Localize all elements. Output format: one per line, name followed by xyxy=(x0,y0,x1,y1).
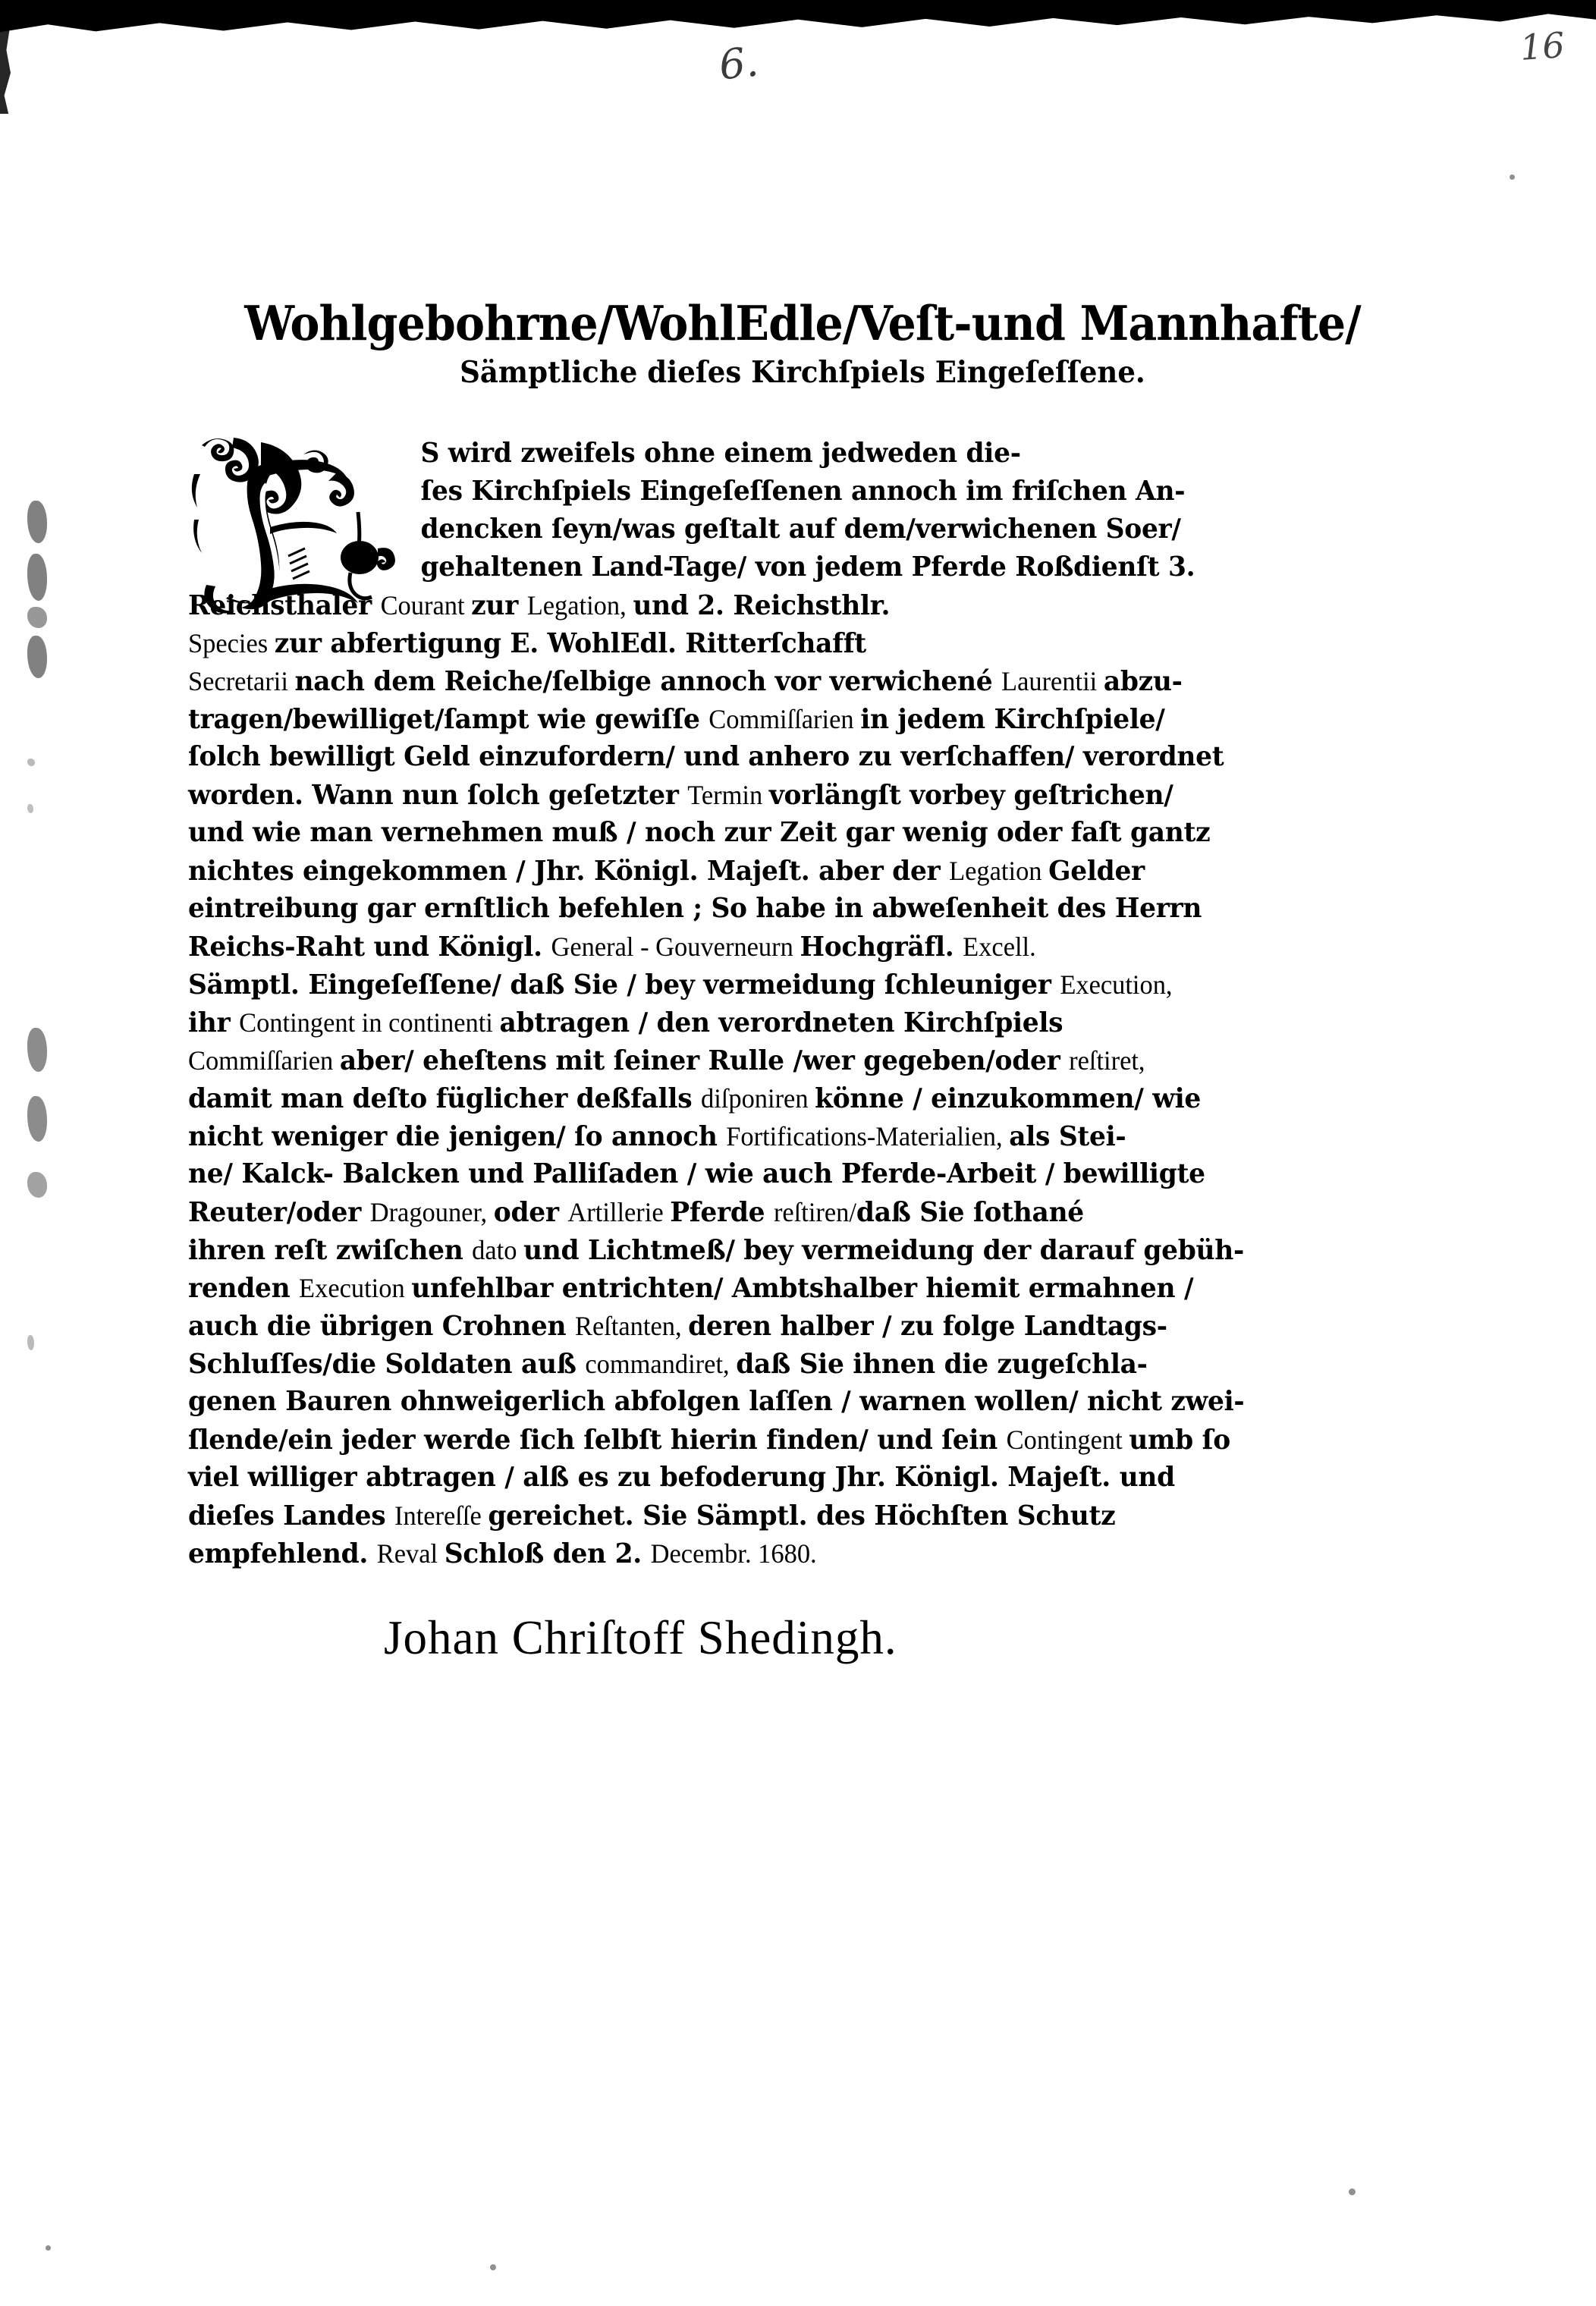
antiqua-run: Contingent in continenti xyxy=(239,1007,500,1038)
body-line xyxy=(188,1497,1380,1535)
scan-edge-top xyxy=(0,0,1596,35)
margin-bleedthrough-mark xyxy=(27,554,47,601)
body-line xyxy=(188,852,1380,890)
fraktur-run: daß Sie ſothané xyxy=(856,1197,1084,1228)
fraktur-run: ſlende/ein jeder werde ſich ſelbſt hierin finden/ und ſein xyxy=(188,1425,1007,1456)
body-line xyxy=(188,435,1380,473)
fraktur-run: vorlängſt vorbey geſtrichen/ xyxy=(768,780,1173,811)
body-line xyxy=(188,814,1380,852)
margin-bleedthrough-mark xyxy=(27,636,47,678)
body-text xyxy=(188,435,1417,1572)
antiqua-run: Laurentii xyxy=(1001,666,1104,696)
body-line xyxy=(188,662,1380,700)
body-line xyxy=(188,473,1380,511)
body-line xyxy=(188,1269,1380,1307)
body-line xyxy=(188,1193,1380,1231)
fraktur-run: Pferde xyxy=(670,1197,774,1228)
fraktur-run: gehaltenen Land-Tage/ von jedem Pferde Roßdienſt 3. xyxy=(420,551,1195,583)
antiqua-run: Intereſſe xyxy=(394,1500,489,1531)
body-line xyxy=(188,928,1380,966)
body-line xyxy=(188,966,1380,1004)
body-line xyxy=(188,1155,1380,1193)
fraktur-run: und wie man vernehmen muß / noch zur Zeit gar wenig oder faſt gantz xyxy=(188,817,1211,848)
body-line xyxy=(188,1421,1380,1459)
margin-bleedthrough-mark xyxy=(27,607,47,628)
fraktur-run: ihr xyxy=(188,1007,240,1038)
body-line xyxy=(188,1231,1380,1269)
antiqua-run: Courant xyxy=(380,590,472,620)
antiqua-run: Execution, xyxy=(1060,969,1173,1000)
antiqua-run: Decembr. 1680. xyxy=(650,1538,817,1569)
scan-edge-left xyxy=(0,23,11,114)
antiqua-run: Legation, xyxy=(526,590,633,620)
antiqua-run: reſtiret, xyxy=(1069,1045,1145,1076)
fraktur-run: Sämptl. Eingeſeſſene/ daß Sie / bey vermeidung ſchleuniger xyxy=(188,969,1060,1001)
antiqua-run: Legation xyxy=(949,856,1049,886)
fraktur-run: unfehlbar entrichten/ Ambtshalber hiemit ermahnen / xyxy=(411,1273,1194,1304)
antiqua-run: diſponiren xyxy=(700,1083,815,1114)
fraktur-run: abtragen / den verordneten Kirchſpiels xyxy=(499,1007,1063,1038)
paper-speck xyxy=(1349,2188,1356,2195)
antiqua-run: Commiſſarien xyxy=(708,704,861,734)
fraktur-run: könne / einzukommen/ wie xyxy=(815,1083,1201,1114)
fraktur-run: nicht weniger die jenigen/ ſo annoch xyxy=(188,1121,727,1152)
antiqua-run: Excell. xyxy=(963,932,1036,962)
paper-speck xyxy=(490,2264,496,2270)
printed-text-block xyxy=(188,295,1417,1666)
handwritten-folio-number-center: 6. xyxy=(716,37,761,90)
fraktur-run: und Lichtmeß/ bey vermeidung der darauf gebüh- xyxy=(523,1235,1245,1266)
body-line xyxy=(188,1383,1380,1421)
margin-bleedthrough-mark xyxy=(27,804,33,813)
fraktur-run: gereichet. Sie Sämptl. des Höchſten Schutz xyxy=(488,1500,1116,1532)
body-line xyxy=(188,700,1380,738)
fraktur-run: ihren reſt zwiſchen xyxy=(188,1235,473,1266)
fraktur-run: ſes Kirchſpiels Eingeſeſſenen annoch im friſchen An- xyxy=(420,476,1186,507)
body-line xyxy=(188,776,1380,814)
antiqua-run: Reſtanten, xyxy=(574,1311,689,1341)
fraktur-run: damit man deſto füglicher deßfalls xyxy=(188,1083,701,1114)
fraktur-run: genen Bauren ohnweigerlich abfolgen laſſen / warnen wollen/ nicht zwei- xyxy=(188,1386,1245,1417)
fraktur-run: renden xyxy=(188,1273,300,1304)
body-line xyxy=(188,1004,1380,1041)
fraktur-run: aber/ eheſtens mit ſeiner Rulle /wer gegeben/oder xyxy=(339,1045,1070,1076)
antiqua-run: Reval xyxy=(376,1538,445,1569)
antiqua-run: commandiret, xyxy=(585,1349,737,1379)
fraktur-run: worden. Wann nun ſolch geſetzter xyxy=(188,780,688,811)
body-line xyxy=(188,586,1380,624)
signature-name: Johan Chriſtoff Shedingh. xyxy=(384,1611,897,1664)
headline-line-2: Sämptliche dieſes Kirchſpiels Eingeſeſſene. xyxy=(460,355,1145,390)
antiqua-run: Execution xyxy=(299,1273,412,1303)
body-line xyxy=(188,1307,1380,1345)
body-line xyxy=(188,1079,1380,1117)
fraktur-run: daß Sie ihnen die zugeſchla- xyxy=(736,1349,1148,1380)
fraktur-run: empfehlend. xyxy=(188,1538,377,1569)
headline-line-1: Wohlgebohrne/WohlEdle/Veſt-und Mannhafte/ xyxy=(244,295,1361,351)
fraktur-run: viel williger abtragen / alß es zu befoderung Jhr. Königl. Majeſt. und xyxy=(188,1462,1175,1493)
fraktur-run: abzu- xyxy=(1103,666,1183,697)
handwritten-folio-number-right: 16 xyxy=(1519,24,1566,68)
fraktur-run: auch die übrigen Crohnen xyxy=(188,1311,575,1342)
fraktur-run: eintreibung gar ernſtlich befehlen ; So habe in abweſenheit des Herrn xyxy=(188,893,1202,924)
margin-bleedthrough-mark xyxy=(27,1096,47,1142)
fraktur-run: oder xyxy=(493,1197,568,1228)
fraktur-run: dieſes Landes xyxy=(188,1500,395,1532)
paper-speck xyxy=(1510,174,1515,180)
antiqua-run: Commiſſarien xyxy=(188,1045,340,1076)
fraktur-run: Reichs-Raht und Königl. xyxy=(188,932,551,963)
margin-bleedthrough-mark xyxy=(27,501,47,543)
margin-bleedthrough-mark xyxy=(27,1172,47,1198)
body-line xyxy=(188,890,1380,928)
margin-bleedthrough-mark xyxy=(27,1335,34,1350)
fraktur-run: deren halber / zu folge Landtags- xyxy=(688,1311,1167,1342)
fraktur-run: ne/ Kalck- Balcken und Palliſaden / wie auch Pferde-Arbeit / bewilligte xyxy=(188,1158,1205,1189)
fraktur-run: dencken ſeyn/was geſtalt auf dem/verwichenen Soer/ xyxy=(420,514,1181,545)
body-line xyxy=(188,624,1380,662)
fraktur-run: zur abfertigung E. WohlEdl. Ritterſchafft xyxy=(274,628,866,659)
body-line xyxy=(188,1345,1380,1383)
margin-bleedthrough-mark xyxy=(27,759,35,766)
antiqua-run: Dragouner, xyxy=(369,1197,494,1227)
body-line xyxy=(188,548,1380,586)
body-line xyxy=(188,1041,1380,1079)
antiqua-run: General - Gouverneurn xyxy=(551,932,800,962)
fraktur-run: in jedem Kirchſpiele/ xyxy=(860,704,1165,735)
antiqua-run: reſtiren/ xyxy=(773,1197,856,1227)
fraktur-run: tragen/bewilliget/ſampt wie gewiſſe xyxy=(188,704,709,735)
fraktur-run: als Stei- xyxy=(1009,1121,1126,1152)
fraktur-run: nach dem Reiche/ſelbige annoch vor verwichené xyxy=(294,666,1002,697)
fraktur-run: S wird zweifels ohne einem jedweden die- xyxy=(420,438,1021,469)
body-line-container xyxy=(188,435,1417,1572)
margin-bleedthrough-mark xyxy=(27,1028,47,1072)
antiqua-run: Secretarii xyxy=(188,666,295,696)
antiqua-run: Termin xyxy=(687,780,769,810)
antiqua-run: Fortifications-Materialien, xyxy=(726,1121,1010,1151)
paper-speck xyxy=(46,2245,51,2251)
body-line xyxy=(188,511,1380,548)
antiqua-run: Artillerie xyxy=(567,1197,671,1227)
fraktur-run: Reuter/oder xyxy=(188,1197,370,1228)
fraktur-run: Schloß den 2. xyxy=(444,1538,651,1569)
fraktur-run: zur xyxy=(471,590,527,621)
body-line xyxy=(188,1535,1380,1572)
body-line xyxy=(188,1459,1380,1497)
antiqua-run: dato xyxy=(472,1235,524,1265)
fraktur-run: umb ſo xyxy=(1129,1425,1230,1456)
antiqua-run: Contingent xyxy=(1006,1425,1129,1455)
body-line xyxy=(188,1117,1380,1155)
fraktur-run: nichtes eingekommen / Jhr. Königl. Majeſt. aber der xyxy=(188,856,950,887)
fraktur-run: Schluſſes/die Soldaten auß xyxy=(188,1349,586,1380)
body-line xyxy=(188,738,1380,776)
fraktur-run: Gelder xyxy=(1048,856,1145,887)
fraktur-run: und 2. Reichsthlr. xyxy=(633,590,891,621)
antiqua-run: Species xyxy=(188,628,275,658)
fraktur-run: ſolch bewilligt Geld einzufordern/ und anhero zu verſchaffen/ verordnet xyxy=(188,741,1224,772)
fraktur-run: Hochgräfl. xyxy=(800,932,963,963)
fraktur-run: Reichsthaler xyxy=(188,590,381,621)
